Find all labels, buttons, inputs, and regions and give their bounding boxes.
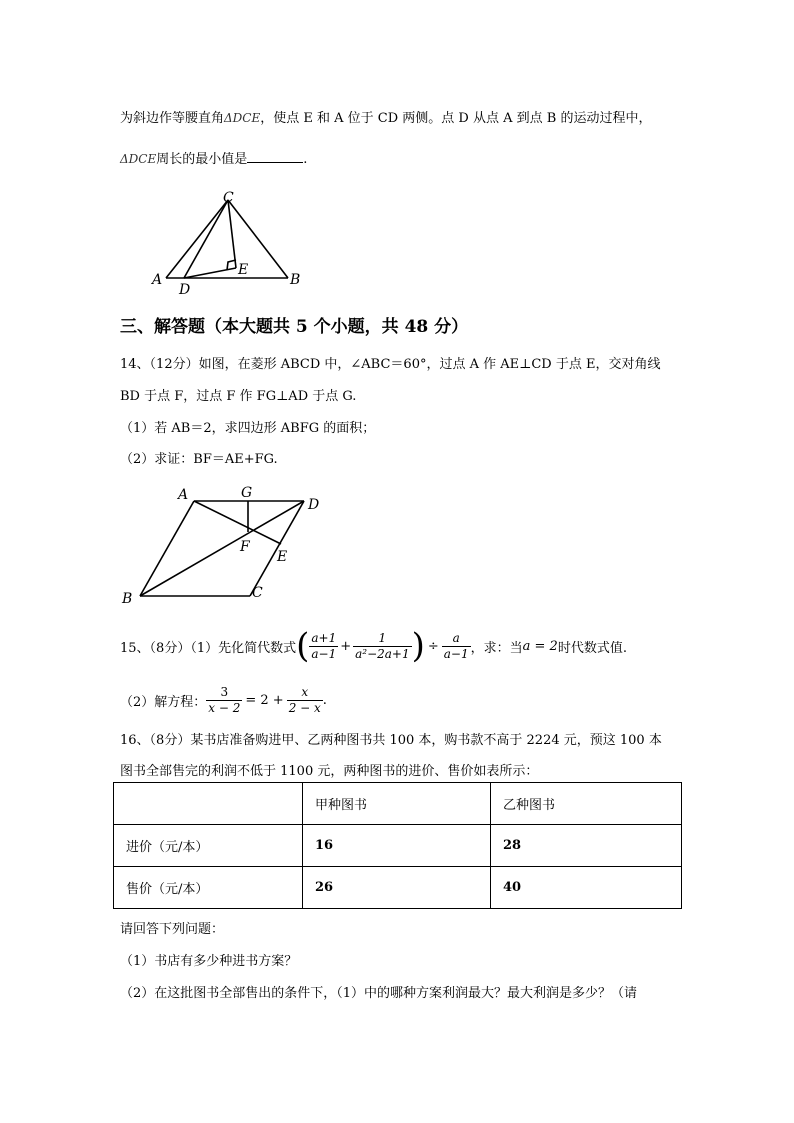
equation-left-fraction: $\frac{3}{x - 2}$ (208, 684, 241, 715)
segment-ac (166, 200, 228, 278)
table-cell: 售价（元/本） (114, 867, 303, 909)
q15-part2: （2）解方程： $\frac{3}{x - 2}$ = 2 + $\frac{x}{2 - x}$ . (120, 684, 327, 715)
label-a: A (178, 487, 189, 503)
right-paren: ) (411, 626, 425, 666)
q14-line2: BD 于点 F，过点 F 作 FG⊥AD 于点 G. (120, 389, 357, 404)
q16-part1: （1）书店有多少种进书方案？ (120, 954, 298, 969)
label-c: C (223, 190, 234, 206)
table-header-cell: 乙种图书 (491, 783, 682, 825)
segment-cb (228, 200, 288, 278)
table-row (114, 867, 682, 909)
triangle-dce-label: ΔDCE (120, 152, 157, 166)
q14-line1: 14、（12分）如图，在菱形 ABCD 中，∠ABC＝60°，过点 A 作 AE⊥CD 于点 E，交对角线 (120, 357, 661, 372)
equation-right-fraction: $\frac{x}{2 - x}$ (288, 684, 321, 715)
table-header-cell: 甲种图书 (303, 783, 491, 825)
table-cell: 16 (303, 825, 491, 867)
segment-ab (140, 501, 194, 596)
q13-line1: 为斜边作等腰直角ΔDCE，使点 E 和 A 位于 CD 两侧。点 D 从点 A 到点 B 的运动过程中， (120, 111, 652, 126)
label-g: G (241, 485, 253, 501)
table-row (114, 825, 682, 867)
label-a: A (152, 272, 163, 288)
triangle-dce-label: ΔDCE (224, 111, 261, 125)
q16-line1: 16、（8分）某书店准备购进甲、乙两种图书共 100 本，购书款不高于 2224 元，预这 100 本 (120, 733, 662, 748)
segment-cd (184, 200, 228, 278)
table-header-cell (114, 783, 303, 825)
label-d: D (179, 282, 191, 296)
segment-ce (228, 200, 236, 268)
label-e: E (238, 262, 249, 278)
label-e: E (277, 549, 288, 565)
price-table (113, 782, 682, 909)
label-d: D (308, 497, 320, 513)
q16-ask: 请回答下列问题： (120, 922, 225, 937)
answer-blank (247, 152, 303, 163)
label-f: F (240, 539, 250, 555)
section-heading: 三、解答题（本大题共 5 个小题，共 48 分） (120, 317, 469, 337)
q16-part2: （2）在这批图书全部售出的条件下，（1）中的哪种方案利润最大？最大利润是多少？（请 (120, 986, 638, 1001)
q14-part1: （1）若 AB＝2，求四边形 ABFG 的面积； (120, 421, 376, 436)
fraction-3: $\frac{a}{a-1}$ (443, 630, 469, 661)
q13-figure (148, 188, 308, 300)
q16-line2: 图书全部售完的利润不低于 1100 元，两种图书的进价、售价如表所示： (120, 764, 539, 779)
label-c: C (252, 585, 263, 601)
table-cell: 40 (491, 867, 682, 909)
table-cell: 进价（元/本） (114, 825, 303, 867)
fraction-2: $\frac{1}{\text{a²−2a+1}}$ (355, 630, 410, 661)
fraction-1: $\frac{a+1}{a-1}$ (311, 630, 337, 661)
segment-de (184, 268, 236, 278)
table-header-row (114, 783, 682, 825)
q14-part2: （2）求证：BF＝AE+FG. (120, 452, 278, 467)
table-cell: 28 (491, 825, 682, 867)
q13-line2: ΔDCE周长的最小值是 . (120, 152, 308, 167)
q15-part1: 15、（8分）（1）先化简代数式 ( $\frac{a+1}{a-1}$ + $\frac{1}{\text{a²−2a+1}}$ ) ÷ $\frac{a}{a-1}$ ，求：当 a = 2 时代数式值. (120, 626, 627, 666)
table-cell: 26 (303, 867, 491, 909)
left-paren: ( (296, 626, 310, 666)
label-b: B (122, 591, 133, 607)
q14-figure (118, 483, 328, 611)
label-b: B (290, 272, 301, 288)
